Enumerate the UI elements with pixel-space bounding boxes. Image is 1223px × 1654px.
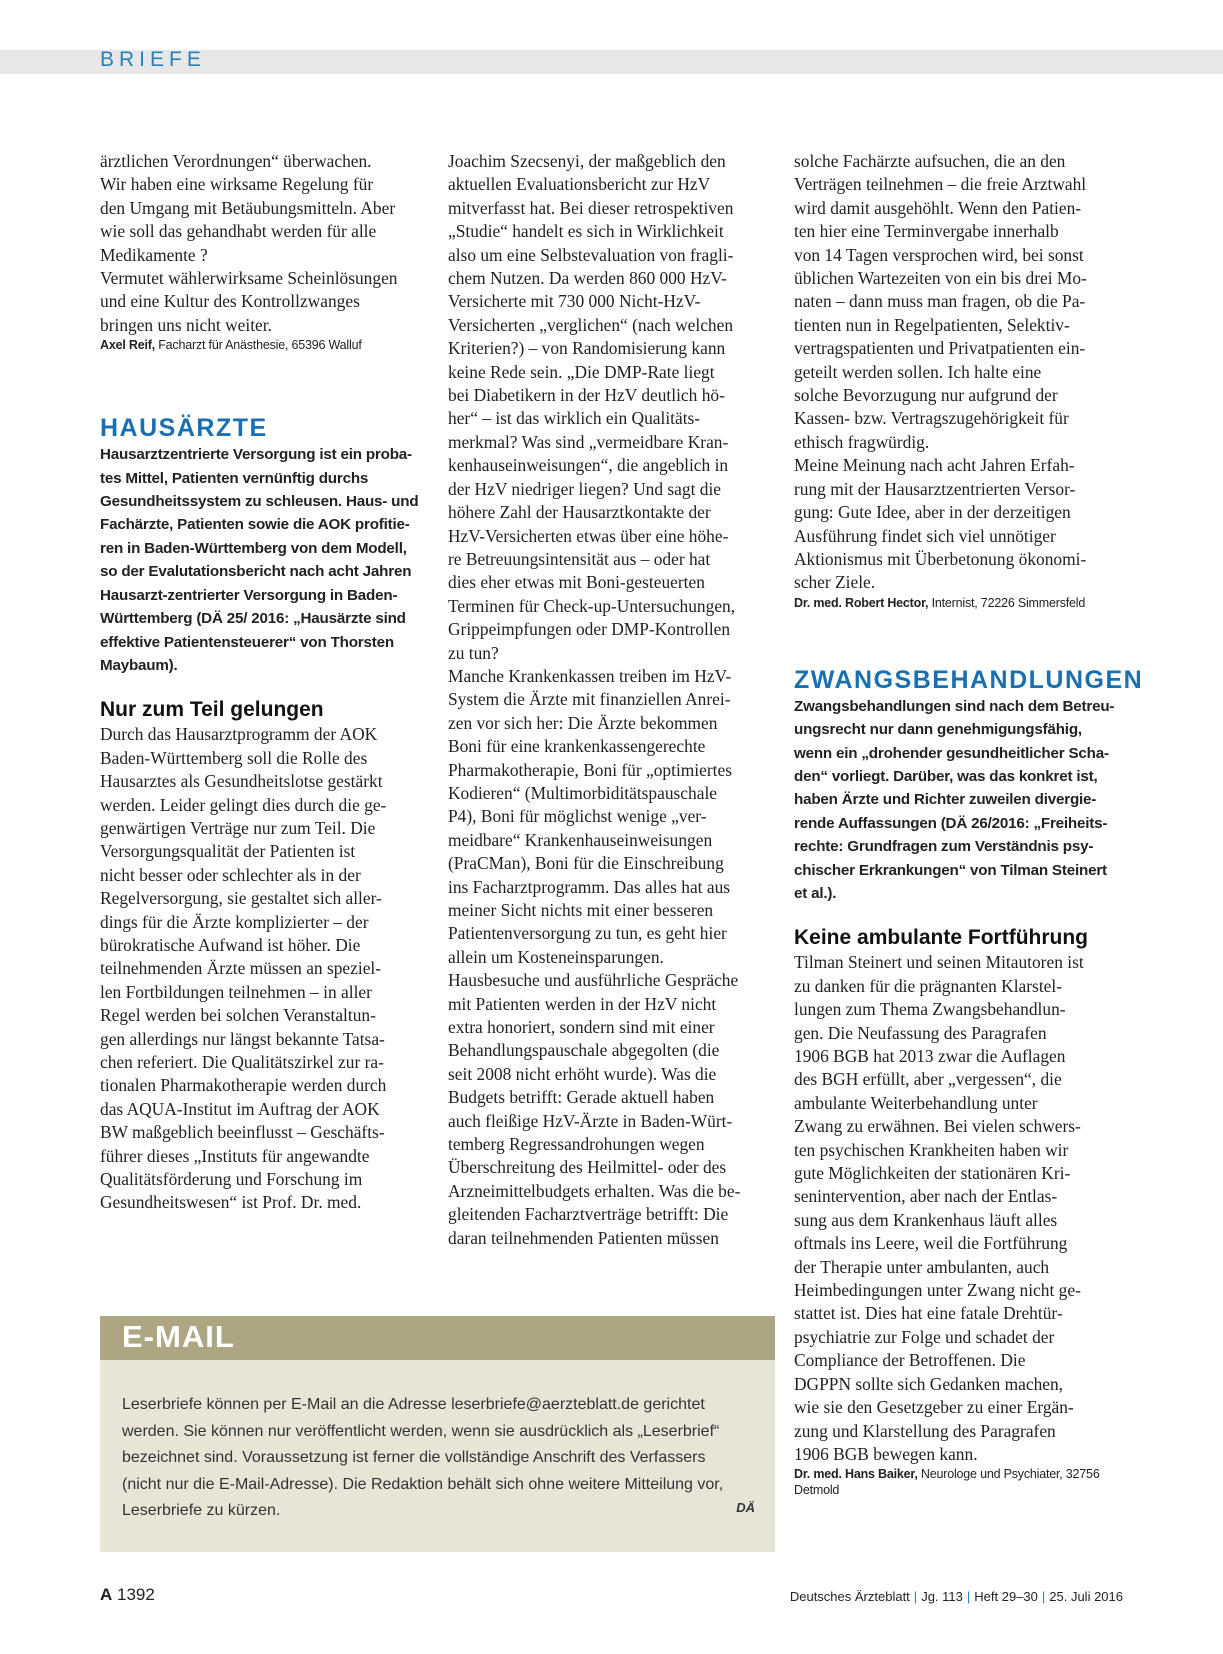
text-line: ten hier eine Terminvergabe innerhalb xyxy=(794,221,1059,242)
intro-line: effektive Patientensteuerer“ von Thorsten xyxy=(100,633,394,651)
text-line: bringen uns nicht weiter. xyxy=(100,314,272,335)
text-line: wie sie den Gesetzgeber zu einer Ergän- xyxy=(794,1397,1074,1418)
text-line: oftmals ins Leere, weil die Fortführung xyxy=(794,1233,1068,1254)
text-line: Hausbesuche und ausführliche Gespräche xyxy=(448,970,739,991)
text-line: len Fortbildungen teilnehmen – in aller xyxy=(100,981,372,1002)
text-line: BW maßgeblich beeinflusst – Geschäfts- xyxy=(100,1122,385,1143)
text-line: Versicherte mit 730 000 Nicht-HzV- xyxy=(448,291,701,312)
journal-issue: Heft 29–30 xyxy=(974,1589,1038,1604)
email-box-text xyxy=(122,1392,747,1525)
intro-line: Gesundheitssystem zu schleusen. Haus- und xyxy=(100,493,419,511)
topic-heading: HAUSÄRZTE xyxy=(100,414,268,443)
text-line: meidbare“ Krankenhauseinweisungen xyxy=(448,829,713,850)
text-line: Regelversorgung, sie gestaltet sich aller- xyxy=(100,888,382,909)
text-line: „Studie“ handelt es sich in Wirklichkeit xyxy=(448,221,724,242)
text-line: DGPPN sollte sich Gedanken machen, xyxy=(794,1373,1064,1394)
text-line: Gesundheitswesen“ ist Prof. Dr. med. xyxy=(100,1192,362,1213)
text-line: Ausführung findet sich viel unnötiger xyxy=(794,525,1056,546)
text-line: Meine Meinung nach acht Jahren Erfah- xyxy=(794,455,1075,476)
email-box-title: E-MAIL xyxy=(122,1319,235,1354)
text-line: senintervention, aber nach der Entlas- xyxy=(794,1186,1058,1207)
text-line: stattet ist. Dies hat eine fatale Drehtür- xyxy=(794,1303,1063,1324)
text-line: Baden-Württemberg soll die Rolle des xyxy=(100,747,368,768)
text-line: auch fleißige HzV-Ärzte in Baden-Würt- xyxy=(448,1110,733,1131)
text-line: zen vor sich her: Die Ärzte bekommen xyxy=(448,712,718,733)
text-line: das AQUA-Institut im Auftrag der AOK xyxy=(100,1098,380,1119)
text-line: höhere Zahl der Hausarztkontakte der xyxy=(448,502,711,523)
column-1 xyxy=(100,150,430,1215)
journal-name: Deutsches Ärzteblatt xyxy=(789,1589,910,1604)
topic-intro xyxy=(794,695,1124,906)
intro-line: rechte: Grundfragen zum Verständnis psy- xyxy=(794,838,1094,856)
separator: | xyxy=(913,1589,918,1604)
text-line: üblichen Wartezeiten von ein bis drei Mo- xyxy=(794,268,1087,289)
text-line: HzV-Versicherten etwas über eine höhe- xyxy=(448,525,729,546)
author-city: Detmold xyxy=(794,1483,840,1498)
text-line: genwärtigen Verträge nur zum Teil. Die xyxy=(100,817,376,838)
text-line: dies eher etwas mit Boni-gesteuerten xyxy=(448,572,705,593)
text-line: Joachim Szecsenyi, der maßgeblich den xyxy=(448,151,726,171)
text-line: Heimbedingungen unter Zwang nicht ge- xyxy=(794,1280,1081,1301)
author-signature xyxy=(100,337,430,353)
intro-line: Zwangsbehandlungen sind nach dem Betreu- xyxy=(794,697,1115,715)
text-line: geteilt werden sollen. Ich halte eine xyxy=(794,361,1042,382)
text-line: Compliance der Betroffenen. Die xyxy=(794,1350,1026,1371)
text-line: bei Diabetikern in der HzV deutlich hö- xyxy=(448,385,725,406)
text-line: gung: Gute Idee, aber in der derzeitigen xyxy=(794,502,1071,523)
text-line: Versorgungsqualität der Patienten ist xyxy=(100,841,356,862)
text-line: merkmal? Was sind „vermeidbare Kran- xyxy=(448,431,729,452)
text-line: der Therapie unter ambulanten, auch xyxy=(794,1256,1050,1277)
author-details: Facharzt für Anästhesie, 65396 Walluf xyxy=(154,338,362,353)
text-line: bezeichnet sind. Voraussetzung ist ferner die vollständige Anschrift des Verfassers xyxy=(122,1449,706,1466)
intro-line: chischer Erkrankungen“ von Tilman Steinert xyxy=(794,861,1107,879)
text-line: nicht besser oder schlechter als in der xyxy=(100,864,361,885)
text-line: zu danken für die prägnanten Klarstel- xyxy=(794,975,1062,996)
text-line: sung aus dem Krankenhaus läuft alles xyxy=(794,1209,1058,1230)
page-number-value: 1392 xyxy=(112,1585,155,1604)
email-box-header xyxy=(100,1316,775,1360)
text-line: ambulante Weiterbehandlung unter xyxy=(794,1092,1038,1113)
text-line: Wir haben eine wirksame Regelung für xyxy=(100,174,374,195)
text-line: zu tun? xyxy=(448,642,499,663)
text-line: Leserbriefe zu kürzen. xyxy=(122,1502,281,1519)
column-2 xyxy=(448,150,778,1250)
intro-line: rende Auffassungen (DÄ 26/2016: „Freiheits- xyxy=(794,814,1108,832)
author-signature xyxy=(794,1466,1124,1498)
text-line: Kassen- bzw. Vertragszugehörigkeit für xyxy=(794,408,1069,429)
intro-line: Hausarzt-zentrierter Versorgung in Baden- xyxy=(100,586,398,604)
text-line: seit 2008 nicht erhöht wurde). Was die xyxy=(448,1063,717,1084)
letter-continuation xyxy=(100,150,430,337)
text-line: führer dieses „Instituts für angewandte xyxy=(100,1145,370,1166)
text-line: rung mit der Hausarztzentrierten Versor- xyxy=(794,478,1076,499)
letter-continuation xyxy=(794,150,1124,595)
text-line: P4), Boni für möglichst wenige „ver- xyxy=(448,806,707,827)
text-line: gute Möglichkeiten der stationären Kri- xyxy=(794,1163,1071,1184)
text-line: werden. Leider gelingt dies durch die ge- xyxy=(100,794,387,815)
text-line: Versicherten „verglichen“ (nach welchen xyxy=(448,314,734,335)
text-line: Zwang zu erwähnen. Bei vielen schwers- xyxy=(794,1116,1081,1137)
text-line: gen. Die Neufassung des Paragrafen xyxy=(794,1022,1047,1043)
author-name: Dr. med. Robert Hector, xyxy=(794,595,929,610)
text-line: daran teilnehmenden Patienten müssen xyxy=(448,1227,719,1248)
intro-line: Hausarztzentrierte Versorgung ist ein proba- xyxy=(100,446,412,464)
page-prefix: A xyxy=(100,1585,113,1604)
text-line: Aktionismus mit Überbetonung ökonomi- xyxy=(794,548,1087,569)
text-line: Grippeimpfungen oder DMP-Kontrollen xyxy=(448,619,731,640)
text-line: teilnehmenden Ärzte müssen an speziel- xyxy=(100,958,382,979)
text-line: System die Ärzte mit finanziellen Anrei- xyxy=(448,689,731,710)
text-line: ins Facharztprogramm. Das alles hat aus xyxy=(448,876,731,897)
column-3 xyxy=(794,150,1144,1498)
text-line: gen allerdings nur längst bekannte Tatsa- xyxy=(100,1028,385,1049)
intro-line: wenn ein „drohender gesundheitlicher Scha- xyxy=(794,744,1109,762)
text-line: Medikamente ? xyxy=(100,244,208,265)
text-line: re Betreuungsintensität aus – oder hat xyxy=(448,548,711,569)
intro-line: so der Evalutationsbericht nach acht Jahren xyxy=(100,563,412,581)
text-line: naten – dann muss man fragen, ob die Pa- xyxy=(794,291,1086,312)
letter-headline: Keine ambulante Fortführung xyxy=(794,926,1088,950)
text-line: werden. Sie können nur veröffentlicht werden, wenn sie ausdrücklich als „Leserbrief“ xyxy=(122,1422,720,1440)
text-line: Vermutet wählerwirksame Scheinlösungen xyxy=(100,268,398,289)
intro-line: ren in Baden-Württemberg von dem Modell, xyxy=(100,539,407,557)
text-line: also um eine Selbstevaluation von fragli- xyxy=(448,244,734,265)
author-details: Internist, 72226 Simmersfeld xyxy=(928,595,1086,610)
intro-line: tes Mittel, Patienten vernünftig durchs xyxy=(100,469,369,487)
text-line: Budgets betrifft: Gerade aktuell haben xyxy=(448,1087,715,1108)
text-line: ärztlichen Verordnungen“ überwachen. xyxy=(100,151,372,171)
text-line: lungen zum Thema Zwangsbehandlun- xyxy=(794,999,1066,1020)
text-line: solche Fachärzte aufsuchen, die an den xyxy=(794,151,1066,171)
text-line: meiner Sicht nichts mit einer besseren xyxy=(448,900,714,920)
text-line: (nicht nur die E-Mail-Adresse). Die Redaktion behält sich ohne weitere Mitteilung vor, xyxy=(122,1475,724,1493)
text-line: mitverfasst hat. Bei dieser retrospektiven xyxy=(448,197,734,218)
text-line: Patientenversorgung zu tun, es geht hier xyxy=(448,923,727,944)
separator: | xyxy=(966,1589,971,1604)
text-line: Manche Krankenkassen treiben im HzV- xyxy=(448,665,732,686)
text-line: Qualitätsförderung und Forschung im xyxy=(100,1169,363,1190)
section-label: BRIEFE xyxy=(100,48,206,71)
text-line: Überschreitung des Heilmittel- oder des xyxy=(448,1157,727,1178)
text-line: Hausarztes als Gesundheitslotse gestärkt xyxy=(100,771,383,792)
text-line: vertragspatienten und Privatpatienten ein- xyxy=(794,338,1086,359)
text-line: mit Patienten werden in der HzV nicht xyxy=(448,993,717,1014)
text-line: ten psychischen Krankheiten haben wir xyxy=(794,1139,1069,1160)
text-line: solche Bevorzugung nur aufgrund der xyxy=(794,385,1058,406)
text-line: chen referiert. Die Qualitätszirkel zur ra- xyxy=(100,1052,384,1072)
page-number xyxy=(100,1585,155,1605)
text-line: chem Nutzen. Da werden 860 000 HzV- xyxy=(448,268,727,289)
letter-headline: Nur zum Teil gelungen xyxy=(100,698,324,722)
intro-line: Maybaum). xyxy=(100,656,178,674)
intro-line: Fachärzte, Patienten sowie die AOK profitie- xyxy=(100,516,410,534)
footer-citation xyxy=(790,1589,1123,1604)
text-line: Leserbriefe können per E-Mail an die Adresse leserbriefe@aerzteblatt.de gerichtet xyxy=(122,1396,705,1413)
intro-line: et al.). xyxy=(794,884,837,902)
text-line: Regel werden bei solchen Veranstaltun- xyxy=(100,1005,376,1026)
intro-line: Württemberg (DÄ 25/ 2016: „Hausärzte sind xyxy=(100,610,406,628)
author-details: Neurologe und Psychiater, 32756 xyxy=(917,1467,1100,1482)
text-line: Arzneimittelbudgets erhalten. Was die be- xyxy=(448,1180,741,1201)
text-line: dings für die Ärzte komplizierter – der xyxy=(100,911,369,932)
text-line: scher Ziele. xyxy=(794,572,876,593)
text-line: der HzV niedriger liegen? Und sagt die xyxy=(448,478,722,499)
text-line: Pharmakotherapie, Boni für „optimiertes xyxy=(448,759,732,780)
text-line: Durch das Hausarztprogramm der AOK xyxy=(100,724,378,745)
intro-line: den“ vorliegt. Darüber, was das konkret ist, xyxy=(794,767,1098,785)
topic-intro xyxy=(100,443,430,677)
intro-line: haben Ärzte und Richter zuweilen divergie- xyxy=(794,791,1097,809)
text-line: Tilman Steinert und seinen Mitautoren ist xyxy=(794,952,1084,973)
intro-line: ungsrecht nur dann genehmigungsfähig, xyxy=(794,721,1082,739)
text-line: des BGH erfüllt, aber „vergessen“, die xyxy=(794,1069,1062,1090)
text-line: und eine Kultur des Kontrollzwanges xyxy=(100,291,360,312)
letter-body xyxy=(100,723,430,1215)
text-line: psychiatrie zur Folge und schadet der xyxy=(794,1326,1055,1347)
text-line: Kodieren“ (Multimorbiditätspauschale xyxy=(448,782,717,803)
author-name: Dr. med. Hans Baiker, xyxy=(794,1467,918,1482)
email-info-box xyxy=(100,1316,775,1552)
text-line: ethisch fragwürdig. xyxy=(794,431,930,452)
text-line: kenhauseinweisungen“, die angeblich in xyxy=(448,455,729,476)
text-line: temberg Regressandrohungen wegen xyxy=(448,1134,705,1155)
text-line: den Umgang mit Betäubungsmitteln. Aber xyxy=(100,197,396,218)
text-line: von 14 Tagen versprochen wird, bei sonst xyxy=(794,244,1084,265)
text-line: Verträgen teilnehmen – die freie Arztwahl xyxy=(794,174,1087,195)
author-name: Axel Reif, xyxy=(100,338,155,353)
text-line: Boni für eine krankenkassengerechte xyxy=(448,736,706,757)
text-line: Kriterien?) – von Randomisierung kann xyxy=(448,338,726,359)
text-line: aktuellen Evaluationsbericht zur HzV xyxy=(448,174,711,195)
topic-heading: ZWANGSBEHANDLUNGEN xyxy=(794,665,1144,694)
text-line: gleitenden Facharztverträge betrifft: Die xyxy=(448,1204,729,1225)
text-line: wird damit ausgehöhlt. Wenn den Patien- xyxy=(794,197,1082,218)
text-line: 1906 BGB bewegen kann. xyxy=(794,1443,978,1464)
text-line: (PraCMan), Boni für die Einschreibung xyxy=(448,853,724,874)
letter-body xyxy=(794,951,1124,1466)
text-line: Terminen für Check-up-Untersuchungen, xyxy=(448,595,736,616)
text-line: zung und Klarstellung des Paragrafen xyxy=(794,1420,1056,1441)
text-line: 1906 BGB hat 2013 zwar die Auflagen xyxy=(794,1046,1066,1066)
text-line: bürokratische Aufwand ist höher. Die xyxy=(100,934,361,955)
text-line: wie soll das gehandhabt werden für alle xyxy=(100,221,377,242)
journal-volume: Jg. 113 xyxy=(921,1589,963,1604)
separator: | xyxy=(1041,1589,1046,1604)
text-line: tienten nun in Regelpatienten, Selektiv- xyxy=(794,314,1070,335)
email-box-signature: DÄ xyxy=(736,1500,755,1515)
journal-date: 25. Juli 2016 xyxy=(1049,1589,1123,1604)
text-line: tionalen Pharmakotherapie werden durch xyxy=(100,1075,387,1096)
text-line: Behandlungspauschale abgegolten (die xyxy=(448,1040,720,1061)
text-line: her“ – ist das wirklich ein Qualitäts- xyxy=(448,408,701,429)
author-signature xyxy=(794,595,1124,611)
text-line: allein um Kosteneinsparungen. xyxy=(448,946,664,967)
text-line: keine Rede sein. „Die DMP-Rate liegt xyxy=(448,361,715,382)
text-line: extra honoriert, sondern sind mit einer xyxy=(448,1017,715,1038)
